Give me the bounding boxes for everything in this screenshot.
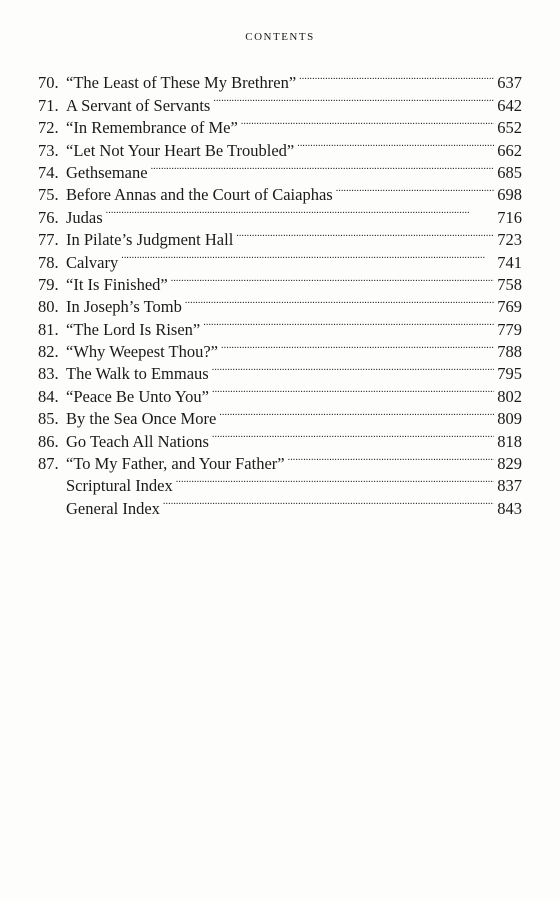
entry-title: In Joseph’s Tomb — [66, 297, 182, 317]
dot-leader — [299, 66, 494, 88]
dot-leader — [288, 447, 495, 469]
entry-number: 75. — [38, 185, 59, 205]
entry-page: 652 — [497, 118, 522, 138]
entry-title: “Let Not Your Heart Be Troubled” — [66, 140, 295, 160]
entry-title: Go Teach All Nations — [66, 431, 209, 451]
entry-number: 82. — [38, 342, 59, 362]
entry-page: 843 — [497, 498, 522, 518]
entry-page: 698 — [497, 185, 522, 205]
entry-number: 72. — [38, 118, 59, 138]
entry-page: 818 — [497, 431, 522, 451]
entry-page: 642 — [497, 95, 522, 115]
dot-leader — [176, 469, 494, 491]
entry-number: 86. — [38, 431, 59, 451]
dot-leader — [297, 133, 494, 155]
entry-page: 829 — [497, 454, 522, 474]
entry-page: 769 — [497, 297, 522, 317]
entry-title: Calvary — [66, 252, 119, 272]
dot-leader — [171, 268, 495, 290]
heading-text: contents — [245, 28, 315, 44]
toc-entry — [38, 223, 522, 250]
entry-number: 71. — [38, 95, 59, 115]
dot-leader — [212, 424, 494, 446]
entry-title: “In Remembrance of Me” — [66, 118, 238, 138]
dot-leader — [219, 402, 494, 424]
entry-page: 723 — [497, 230, 522, 250]
dot-leader — [221, 335, 494, 357]
dot-leader — [212, 357, 495, 379]
entry-number: 85. — [38, 409, 59, 429]
entry-page: 779 — [497, 319, 522, 339]
entry-title: “The Lord Is Risen” — [66, 319, 201, 339]
entry-number: 81. — [38, 319, 59, 339]
entry-title: “The Least of These My Brethren” — [66, 73, 297, 93]
entry-number: 79. — [38, 274, 59, 294]
dot-leader — [213, 88, 494, 110]
entry-page: 662 — [497, 140, 522, 160]
entry-title: By the Sea Once More — [66, 409, 217, 429]
dot-leader — [236, 223, 494, 245]
dot-leader — [121, 245, 494, 267]
entry-page: 809 — [497, 409, 522, 429]
entry-title: The Walk to Emmaus — [66, 364, 209, 384]
table-of-contents — [38, 66, 522, 518]
entry-title: Judas — [66, 207, 103, 227]
entry-title: “To My Father, and Your Father” — [66, 454, 285, 474]
entry-title: In Pilate’s Judgment Hall — [66, 230, 234, 250]
dot-leader — [185, 290, 494, 312]
entry-page: 758 — [497, 274, 522, 294]
entry-number: 80. — [38, 297, 59, 317]
dot-leader — [336, 178, 495, 200]
entry-number: 83. — [38, 364, 59, 384]
dot-leader — [212, 379, 494, 401]
entry-title: “It Is Finished” — [66, 274, 168, 294]
entry-number: 87. — [38, 454, 59, 474]
entry-title: Scriptural Index — [66, 476, 173, 496]
entry-page: 741 — [497, 252, 522, 272]
entry-title: General Index — [66, 498, 160, 518]
entry-page: 637 — [497, 73, 522, 93]
entry-title: A Servant of Servants — [66, 95, 211, 115]
dot-leader — [241, 111, 494, 133]
entry-number: 84. — [38, 386, 59, 406]
entry-title: Before Annas and the Court of Caiaphas — [66, 185, 333, 205]
entry-number: 78. — [38, 252, 59, 272]
page-heading — [0, 28, 560, 45]
entry-page: 788 — [497, 342, 522, 362]
dot-leader — [151, 156, 495, 178]
entry-number: 77. — [38, 230, 59, 250]
entry-page: 802 — [497, 386, 522, 406]
toc-entry — [38, 200, 522, 227]
entry-title: “Why Weepest Thou?” — [66, 342, 219, 362]
entry-number: 76. — [38, 207, 59, 227]
toc-entry — [38, 66, 522, 93]
entry-number: 74. — [38, 162, 59, 182]
entry-number: 73. — [38, 140, 59, 160]
entry-title: Gethsemane — [66, 162, 148, 182]
dot-leader — [203, 312, 494, 334]
entry-page: 716 — [497, 207, 522, 227]
entry-page: 837 — [497, 476, 522, 496]
entry-page: 795 — [497, 364, 522, 384]
entry-title: “Peace Be Unto You” — [66, 386, 209, 406]
dot-leader — [106, 200, 495, 222]
entry-number: 70. — [38, 73, 59, 93]
entry-page: 685 — [497, 162, 522, 182]
dot-leader — [163, 491, 494, 513]
